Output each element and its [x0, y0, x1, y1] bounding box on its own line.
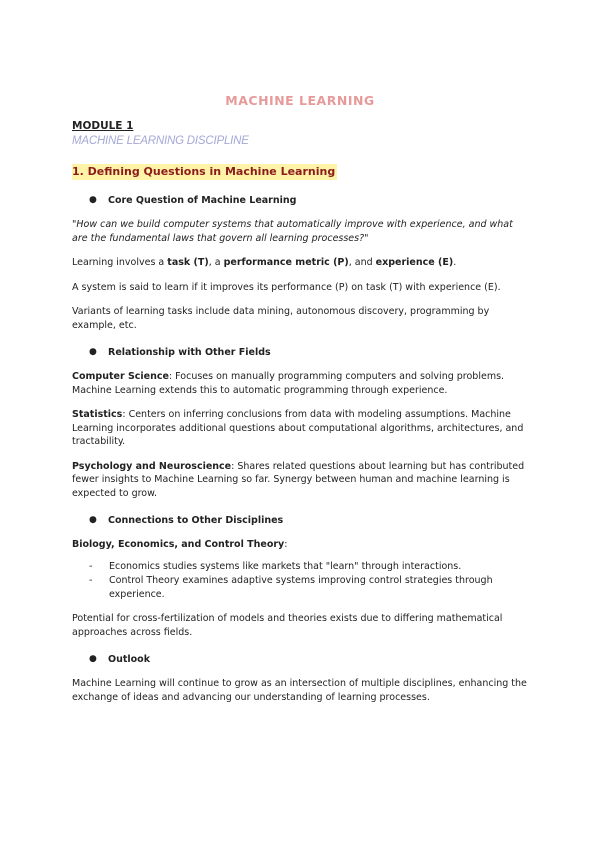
dash-marker: - [89, 575, 93, 586]
bullet-icon: ● [89, 654, 97, 664]
bullet-icon: ● [89, 515, 97, 525]
section-heading: 1. Defining Questions in Machine Learning [72, 165, 336, 178]
list-item: - Control Theory examines adaptive systems improving control strategies through experience. [89, 575, 493, 600]
list-item: - Economics studies systems like markets that "learn" through interactions. [89, 560, 462, 572]
document-title: MACHINE LEARNING [225, 93, 375, 108]
dash-marker: - [89, 560, 93, 572]
psychology-paragraph: Psychology and Neuroscience: Shares related questions about learning but has contributed fewer insights to Machine Learning so far. Synergy between human and machine learning is expected to grow. [72, 460, 525, 499]
bullet-heading-text: Connections to Other Disciplines [108, 515, 284, 526]
bullet-icon: ● [89, 347, 97, 357]
learning-variants: Variants of learning tasks include data mining, autonomous discovery, programming by example, etc. [72, 306, 490, 331]
cross-fertilization-paragraph: Potential for cross-fertilization of models and theories exists due to differing mathematical approaches across fields. [72, 613, 503, 638]
bullet-icon: ● [89, 195, 97, 205]
connections-label: Biology, Economics, and Control Theory: [72, 539, 288, 550]
bullet-relationship [72, 346, 528, 359]
connections-list [72, 560, 528, 602]
module-label: MODULE 1 [72, 120, 134, 132]
bullet-heading-text: Relationship with Other Fields [108, 347, 271, 358]
statistics-paragraph: Statistics: Centers on inferring conclusions from data with modeling assumptions. Machine Learning incorporates additional questions about computational algorithms, architectures, and tractability. [72, 409, 524, 447]
bullet-connections [72, 514, 528, 527]
bullet-heading-text: Core Question of Machine Learning [108, 195, 297, 206]
core-quote: "How can we build computer systems that automatically improve with experience, and what are the fundamental laws that govern all learning processes?" [72, 219, 513, 244]
computer-science-paragraph: Computer Science: Focuses on manually programming computers and solving problems. Machine Learning extends this to automatic programming through experience. [72, 371, 505, 396]
outlook-paragraph: Machine Learning will continue to grow as an intersection of multiple disciplines, enhancing the exchange of ideas and advancing our understanding of learning processes. [72, 678, 527, 703]
bullet-outlook [72, 653, 528, 666]
bullet-heading-text: Outlook [108, 654, 151, 665]
bullet-core-question [72, 194, 528, 207]
learning-criterion: A system is said to learn if it improves its performance (P) on task (T) with experience (E). [72, 281, 501, 293]
module-subtitle: MACHINE LEARNING DISCIPLINE [72, 135, 249, 147]
learning-definition: Learning involves a task (T), a performance metric (P), and experience (E). [72, 257, 457, 268]
